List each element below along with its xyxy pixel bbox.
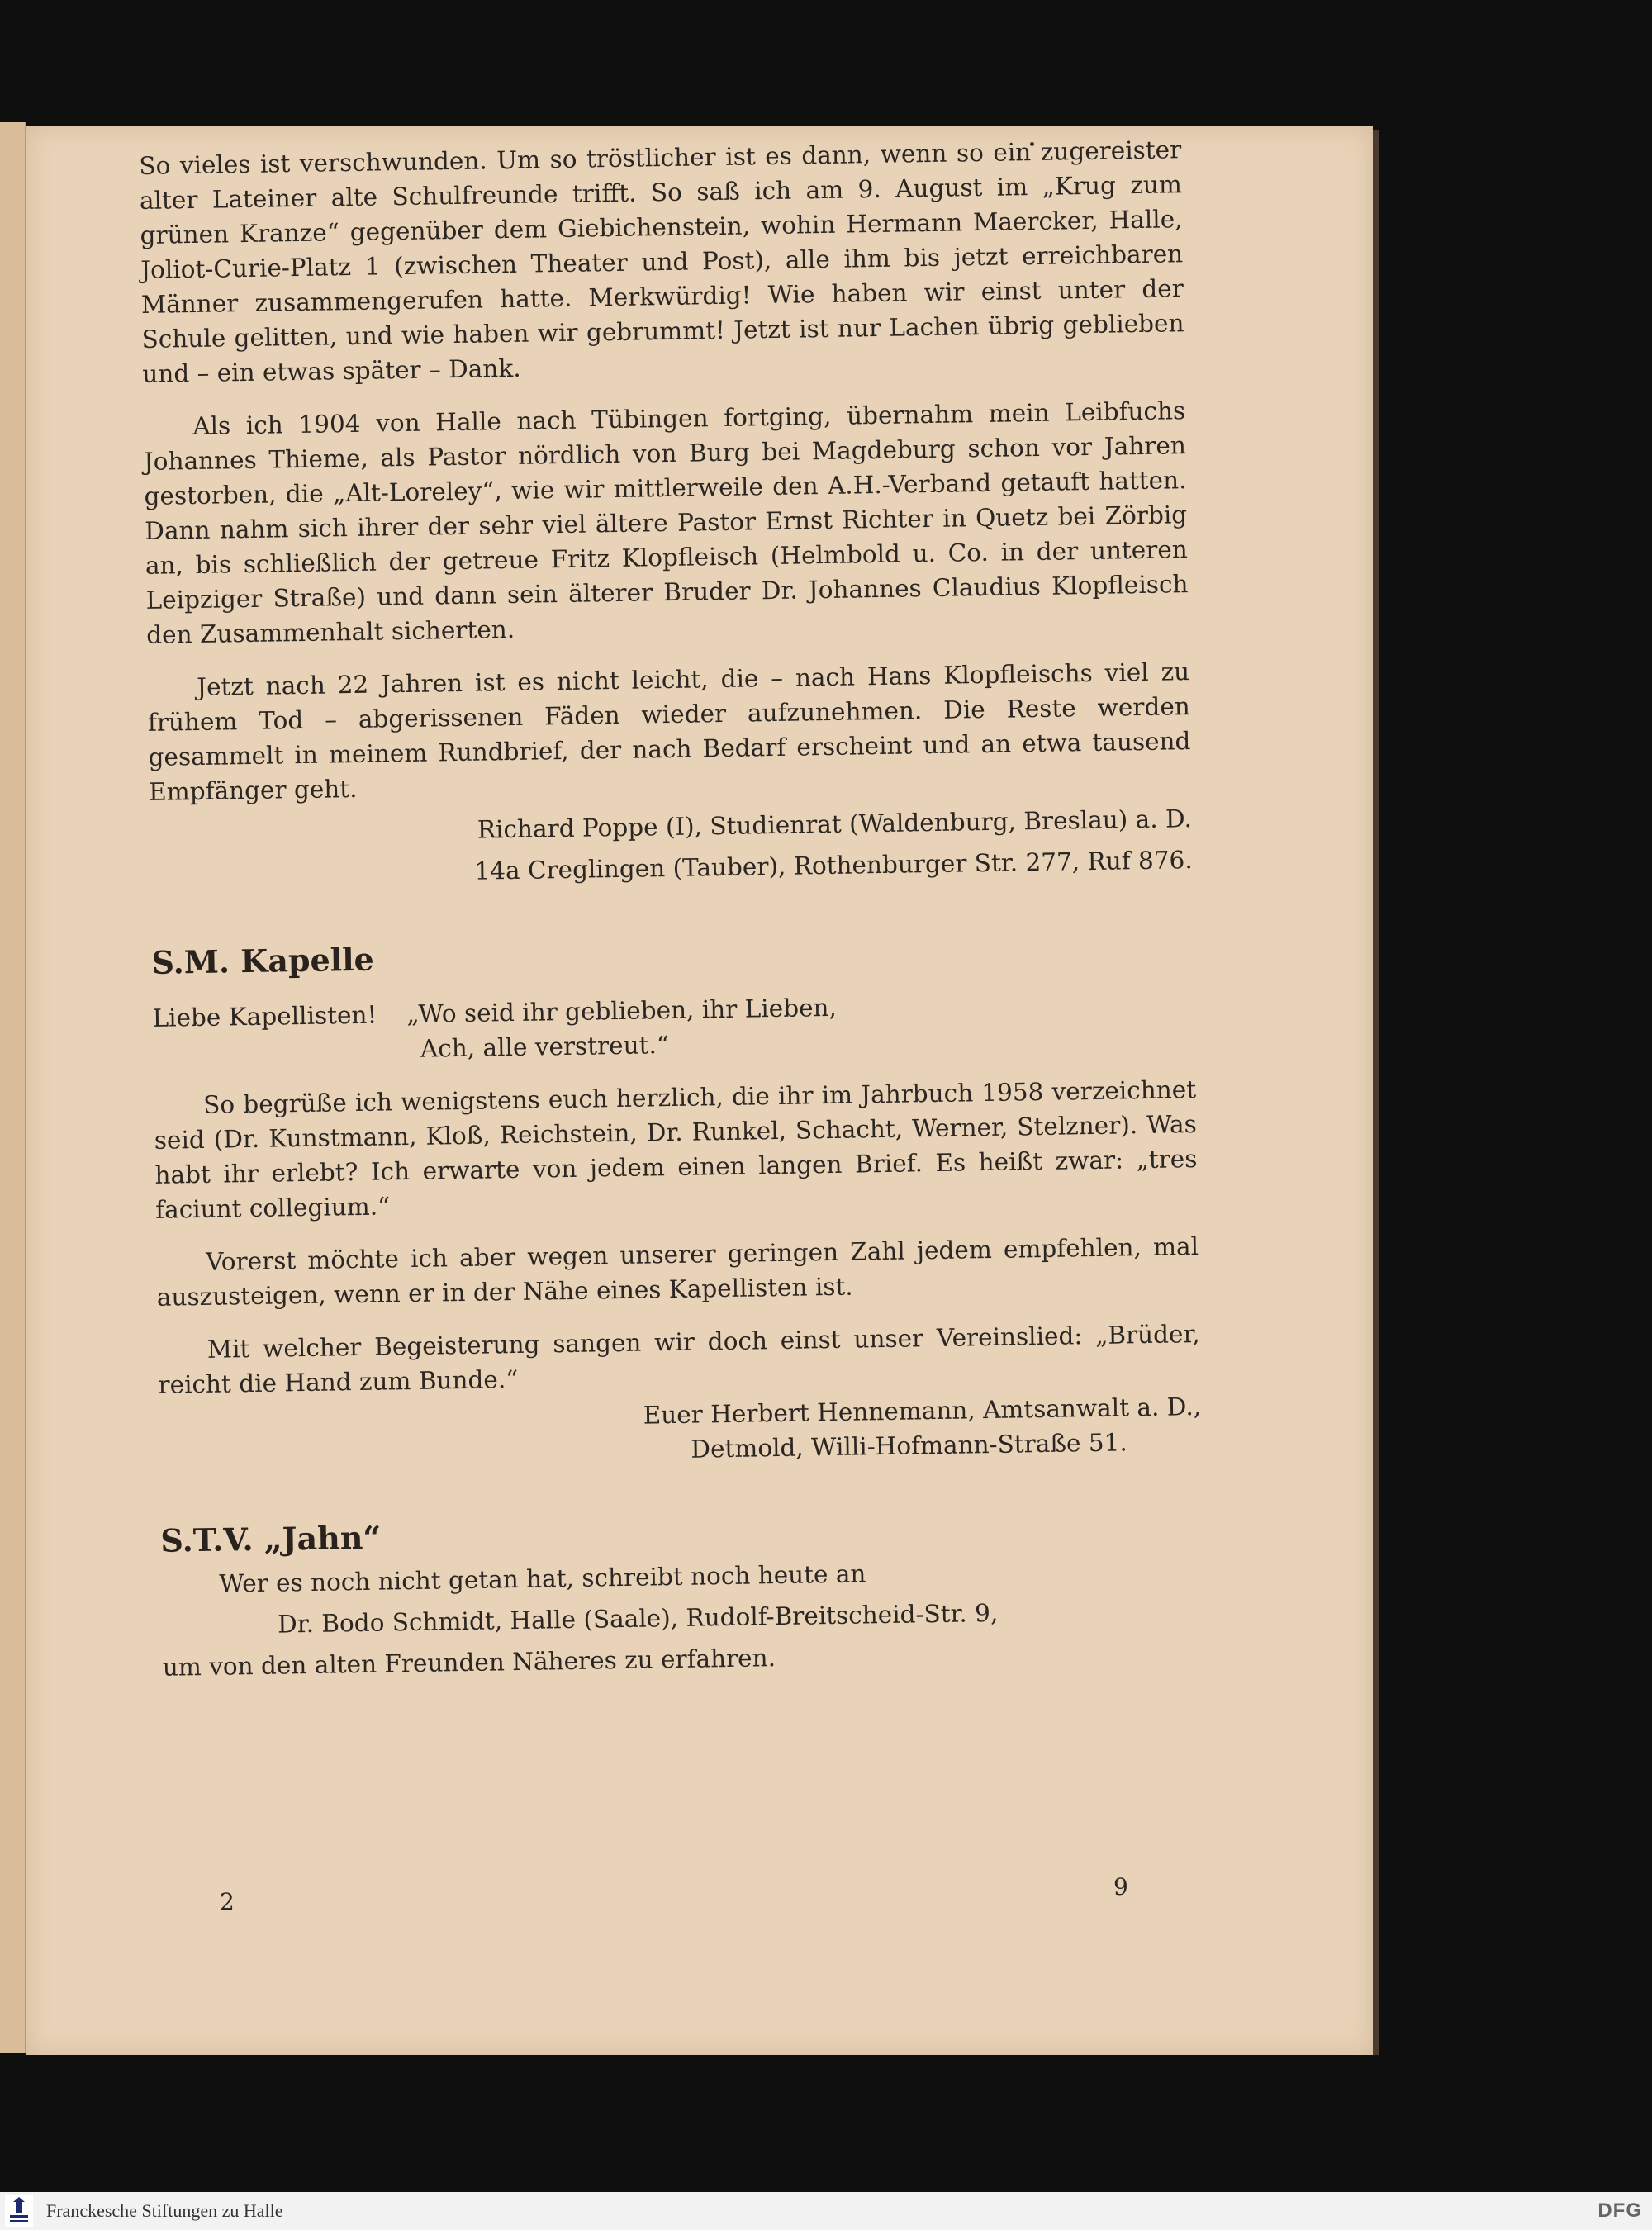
page-binding-edge — [1373, 130, 1379, 2055]
signature-line: 14a Creglingen (Tauber), Rothenburger Str. 277, Ruf 876. — [474, 846, 1193, 885]
viewer-footer — [0, 2192, 1652, 2230]
page-content — [139, 132, 1205, 1685]
page-number: 9 — [1113, 1873, 1128, 1900]
signature-line: Detmold, Willi-Hofmann-Straße 51. — [691, 1428, 1128, 1464]
signature-line: Richard Poppe (I), Studienrat (Waldenburg, Breslau) a. D. — [477, 804, 1193, 844]
address-line: Dr. Bodo Schmidt, Halle (Saale), Rudolf-Breitscheid-Str. 9, — [277, 1598, 999, 1639]
greeting-quote — [406, 990, 838, 1066]
paragraph-7: Wer es noch nicht getan hat, schreibt noch heute an — [219, 1559, 866, 1598]
signature-mark: 2 — [220, 1888, 235, 1915]
paragraph-5: Vorerst möchte ich aber wegen unserer geringen Zahl jedem empfehlen, mal auszusteigen, wenn er in der Nähe eines Kapellisten ist. — [156, 1232, 1199, 1312]
left-page-edge — [0, 122, 26, 2053]
institution-name: Franckesche Stiftungen zu Halle — [46, 2200, 283, 2221]
quote-line: Ach, alle verstreut.“ — [420, 1031, 670, 1063]
paragraph-6: Mit welcher Begeisterung sangen wir doch einst unser Vereinslied: „Brüder, reicht die Hand zum Bunde.“ — [158, 1320, 1200, 1399]
dfg-logo: DFG — [1597, 2199, 1642, 2222]
institution-logo-icon — [5, 2195, 33, 2227]
paragraph-4: So begrüße ich wenigstens euch herzlich, die ihr im Jahrbuch 1958 verzeichnet seid (Dr. Kunstmann, Kloß, Reichstein, Dr. Runkel, Schacht, Werner, Stelzner). Was habt ihr erlebt? Ich erwarte von jedem einen langen Brief. Es heißt zwar: „tres faciunt collegium.“ — [154, 1075, 1198, 1224]
section-heading-jahn: S.T.V. „Jahn“ — [160, 1518, 382, 1559]
paragraph-3: Jetzt nach 22 Jahren ist es nicht leicht, die – nach Hans Klopfleischs viel zu frühem Tod – abgerissenen Fäden wieder aufzunehmen. Die Reste werden gesammelt in meinem Rundbrief, der nach Bedarf erscheint und an etwa tausend Empfänger geht. — [147, 657, 1191, 806]
paragraph-8: um von den alten Freunden Näheres zu erfahren. — [162, 1644, 776, 1682]
signature-line: Euer Herbert Hennemann, Amtsanwalt a. D., — [643, 1392, 1202, 1430]
paragraph-1: So vieles ist verschwunden. Um so tröstlicher ist es dann, wenn so ein zugereister alter Lateiner alte Schulfreunde trifft. So saß ich am 9. August im „Krug zum grünen Kranze“ gegenüber dem Giebichenstein, wohin Hermann Maercker, Halle, Joliot-Curie-Platz 1 (zwischen Theater und Post), alle ihm bis jetzt erreichbaren Männer zusammengerufen hatte. Merkwürdig! Wie haben wir einst unter der Schule gelitten, und wie haben wir gebrummt! Jetzt ist nur Lachen übrig geblieben und – ein etwas später – Dank. — [139, 135, 1184, 388]
section-heading-kapelle: S.M. Kapelle — [151, 940, 375, 981]
greeting-label: Liebe Kapellisten! — [152, 1000, 377, 1032]
quote-line: „Wo seid ihr geblieben, ihr Lieben, — [406, 993, 838, 1029]
paragraph-2: Als ich 1904 von Halle nach Tübingen fortging, übernahm mein Leibfuchs Johannes Thieme, als Pastor nördlich von Burg bei Magdeburg schon vor Jahren gestorben, die „Alt-Loreley“, wie wir mittlerweile den A.H.-Verband getauft hatten. Dann nahm sich ihrer der sehr viel ältere Pastor Ernst Richter in Quetz bei Zörbig an, bis schließlich der getreue Fritz Klopfleisch (Helmbold u. Co. in der unteren Leipziger Straße) und dann sein älterer Bruder Dr. Johannes Claudius Klopfleisch den Zusammenhalt sicherten. — [143, 396, 1189, 649]
